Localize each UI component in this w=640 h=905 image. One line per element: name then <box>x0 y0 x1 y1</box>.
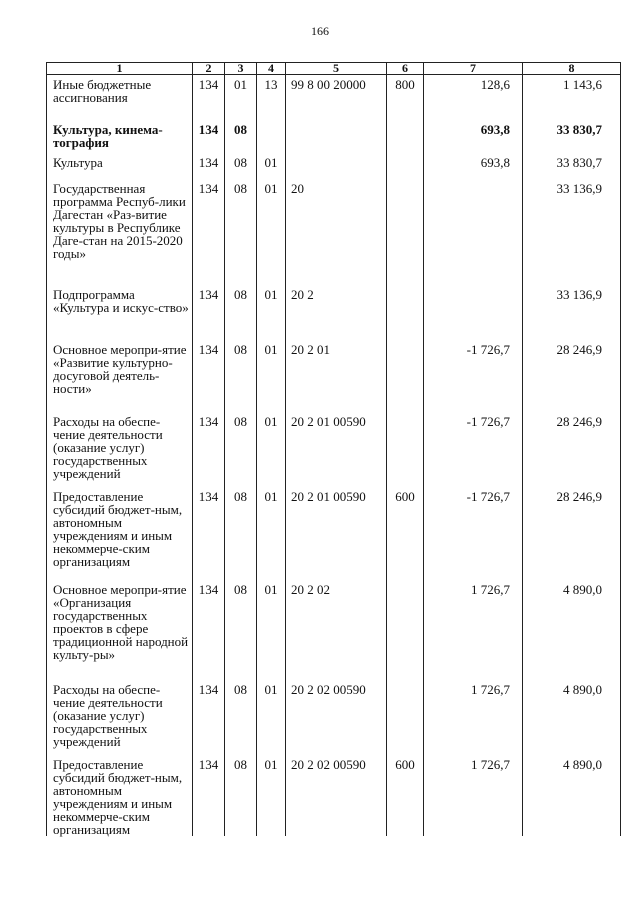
row-amount-change <box>424 285 523 340</box>
table-row <box>47 179 621 285</box>
row-code-target: 20 2 01 00590 <box>286 487 387 580</box>
row-amount-total: 33 136,9 <box>523 285 621 340</box>
row-code-admin: 134 <box>193 580 225 680</box>
table-row <box>47 75 621 120</box>
row-code-section: 08 <box>225 680 257 755</box>
table-row <box>47 340 621 412</box>
budget-table <box>46 62 621 836</box>
row-code-admin: 134 <box>193 412 225 487</box>
row-code-subsection: 01 <box>257 153 286 179</box>
row-code-expense-type <box>387 412 424 487</box>
row-code-target: 20 2 01 <box>286 340 387 412</box>
table-row <box>47 153 621 179</box>
header-col-5: 5 <box>286 63 387 75</box>
table-row <box>47 580 621 680</box>
row-amount-total: 28 246,9 <box>523 340 621 412</box>
row-amount-change <box>424 179 523 285</box>
row-code-section: 08 <box>225 340 257 412</box>
row-code-target <box>286 153 387 179</box>
row-code-target: 20 2 02 00590 <box>286 680 387 755</box>
row-name: Предоставление субсидий бюджет-ным, автономным учреждениям и иным некоммерче-ским организациям <box>47 755 193 836</box>
row-code-section: 08 <box>225 412 257 487</box>
row-code-target: 20 2 01 00590 <box>286 412 387 487</box>
row-code-section: 08 <box>225 285 257 340</box>
row-amount-change: 693,8 <box>424 120 523 153</box>
row-code-subsection: 01 <box>257 487 286 580</box>
row-code-admin: 134 <box>193 340 225 412</box>
row-code-subsection: 01 <box>257 179 286 285</box>
row-amount-total: 33 830,7 <box>523 120 621 153</box>
row-code-subsection: 01 <box>257 680 286 755</box>
row-code-subsection: 01 <box>257 285 286 340</box>
row-code-expense-type: 800 <box>387 75 424 120</box>
row-amount-total: 28 246,9 <box>523 412 621 487</box>
row-code-admin: 134 <box>193 153 225 179</box>
header-col-8: 8 <box>523 63 621 75</box>
row-code-expense-type <box>387 285 424 340</box>
row-amount-change: -1 726,7 <box>424 412 523 487</box>
row-name: Расходы на обеспе-чение деятельности (оказание услуг) государственных учреждений <box>47 680 193 755</box>
row-code-section: 01 <box>225 75 257 120</box>
row-name: Основное меропри-ятие «Организация государственных проектов в сфере традиционной народной культу-ры» <box>47 580 193 680</box>
row-code-target: 99 8 00 20000 <box>286 75 387 120</box>
row-code-admin: 134 <box>193 487 225 580</box>
row-amount-change: 128,6 <box>424 75 523 120</box>
header-col-1: 1 <box>47 63 193 75</box>
row-code-expense-type: 600 <box>387 755 424 836</box>
row-code-expense-type <box>387 680 424 755</box>
row-name: Иные бюджетные ассигнования <box>47 75 193 120</box>
table-row <box>47 680 621 755</box>
row-amount-change: -1 726,7 <box>424 487 523 580</box>
row-amount-change: 1 726,7 <box>424 755 523 836</box>
row-code-section: 08 <box>225 487 257 580</box>
row-amount-total: 4 890,0 <box>523 580 621 680</box>
row-code-subsection: 13 <box>257 75 286 120</box>
table-row <box>47 285 621 340</box>
row-code-target: 20 <box>286 179 387 285</box>
table-row <box>47 487 621 580</box>
header-col-7: 7 <box>424 63 523 75</box>
row-code-admin: 134 <box>193 179 225 285</box>
row-name: Государственная программа Респуб-лики Дагестан «Раз-витие культуры в Республике Даге-стан на 2015-2020 годы» <box>47 179 193 285</box>
row-code-expense-type <box>387 179 424 285</box>
row-code-expense-type <box>387 153 424 179</box>
row-amount-total: 4 890,0 <box>523 680 621 755</box>
row-code-target: 20 2 02 00590 <box>286 755 387 836</box>
table-header <box>47 63 621 75</box>
row-code-expense-type <box>387 580 424 680</box>
table-row <box>47 120 621 153</box>
row-amount-change: 1 726,7 <box>424 580 523 680</box>
row-name: Культура <box>47 153 193 179</box>
row-code-subsection: 01 <box>257 580 286 680</box>
table-body <box>47 75 621 836</box>
row-code-expense-type: 600 <box>387 487 424 580</box>
row-code-subsection: 01 <box>257 412 286 487</box>
row-amount-total: 33 136,9 <box>523 179 621 285</box>
row-code-target <box>286 120 387 153</box>
row-amount-change: 1 726,7 <box>424 680 523 755</box>
row-code-expense-type <box>387 340 424 412</box>
row-amount-change: 693,8 <box>424 153 523 179</box>
row-code-subsection: 01 <box>257 340 286 412</box>
row-name: Предоставление субсидий бюджет-ным, автономным учреждениям и иным некоммерче-ским организациям <box>47 487 193 580</box>
row-code-section: 08 <box>225 120 257 153</box>
page-number: 166 <box>311 24 329 38</box>
row-amount-total: 28 246,9 <box>523 487 621 580</box>
row-code-section: 08 <box>225 179 257 285</box>
row-name: Основное меропри-ятие «Развитие культурно-досуговой деятель-ности» <box>47 340 193 412</box>
row-name: Культура, кинема-тография <box>47 120 193 153</box>
row-code-admin: 134 <box>193 120 225 153</box>
row-amount-total: 1 143,6 <box>523 75 621 120</box>
header-col-2: 2 <box>193 63 225 75</box>
row-code-expense-type <box>387 120 424 153</box>
row-code-section: 08 <box>225 153 257 179</box>
row-code-admin: 134 <box>193 75 225 120</box>
header-col-3: 3 <box>225 63 257 75</box>
row-name: Расходы на обеспе-чение деятельности (оказание услуг) государственных учреждений <box>47 412 193 487</box>
header-col-4: 4 <box>257 63 286 75</box>
table-row <box>47 412 621 487</box>
row-code-section: 08 <box>225 580 257 680</box>
row-amount-total: 33 830,7 <box>523 153 621 179</box>
row-code-target: 20 2 <box>286 285 387 340</box>
row-code-subsection <box>257 120 286 153</box>
row-amount-change: -1 726,7 <box>424 340 523 412</box>
row-amount-total: 4 890,0 <box>523 755 621 836</box>
row-code-admin: 134 <box>193 680 225 755</box>
row-name: Подпрограмма «Культура и искус-ство» <box>47 285 193 340</box>
table-row <box>47 755 621 836</box>
row-code-section: 08 <box>225 755 257 836</box>
row-code-subsection: 01 <box>257 755 286 836</box>
header-col-6: 6 <box>387 63 424 75</box>
row-code-target: 20 2 02 <box>286 580 387 680</box>
row-code-admin: 134 <box>193 285 225 340</box>
row-code-admin: 134 <box>193 755 225 836</box>
